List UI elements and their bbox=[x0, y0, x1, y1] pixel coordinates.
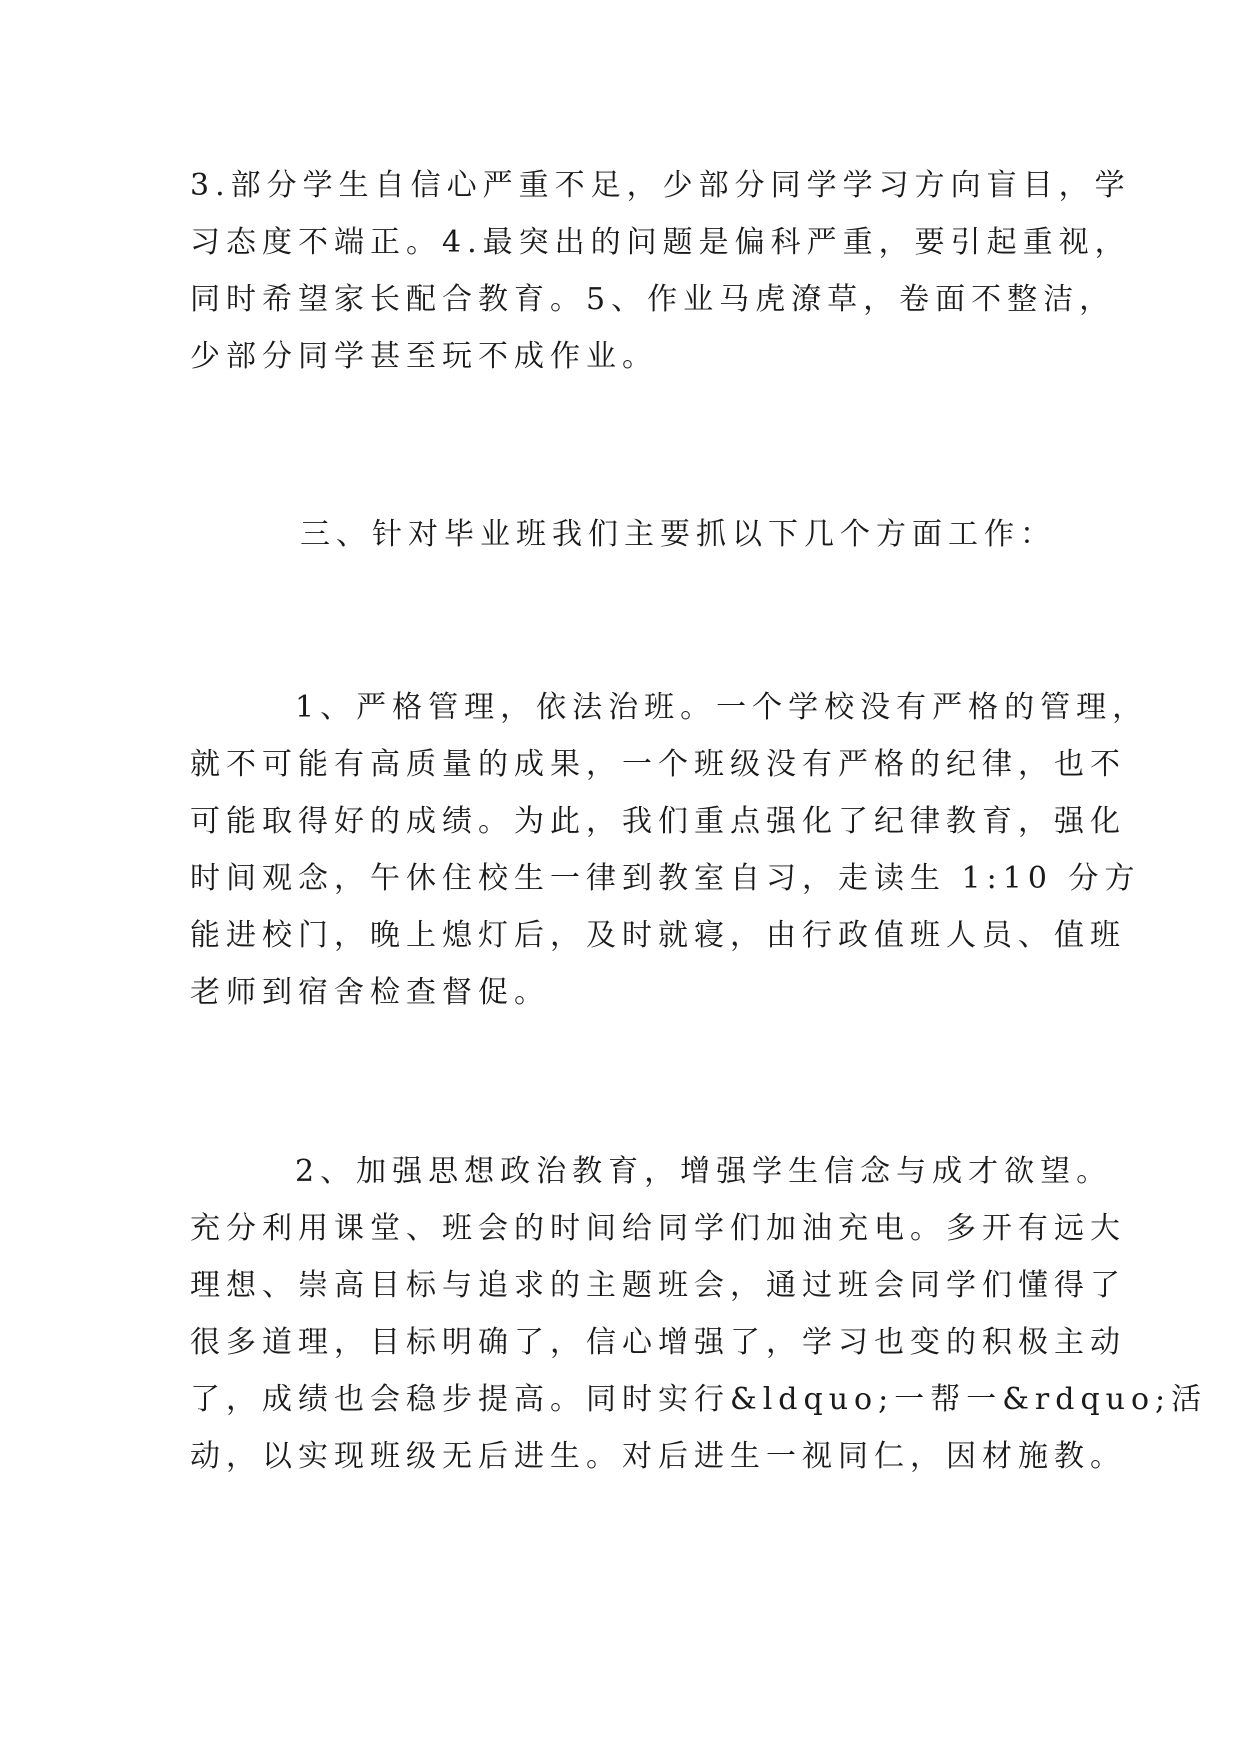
text-line: 能进校门，晚上熄灯后，及时就寝，由行政值班人员、值班 bbox=[190, 918, 1126, 953]
text-line: 1、严格管理，依法治班。一个学校没有严格的管理， bbox=[295, 690, 1149, 725]
text-line: 就不可能有高质量的成果，一个班级没有严格的纪律，也不 bbox=[190, 747, 1126, 782]
text-line: 3.部分学生自信心严重不足，少部分同学学习方向盲目，学 bbox=[190, 168, 1131, 203]
text-line: 少部分同学甚至玩不成作业。 bbox=[190, 339, 658, 374]
text-line: 老师到宿舍检查督促。 bbox=[190, 975, 550, 1010]
text-line: 理想、崇高目标与追求的主题班会，通过班会同学们懂得了 bbox=[190, 1268, 1126, 1303]
text-line: 2、加强思想政治教育，增强学生信念与成才欲望。 bbox=[295, 1154, 1113, 1189]
section-heading: 三、针对毕业班我们主要抓以下几个方面工作： bbox=[300, 517, 1056, 552]
text-line: 可能取得好的成绩。为此，我们重点强化了纪律教育，强化 bbox=[190, 804, 1126, 839]
text-line: 时间观念，午休住校生一律到教室自习，走读生 1:10 分方 bbox=[190, 861, 1141, 896]
text-line: 充分利用课堂、班会的时间给同学们加油充电。多开有远大 bbox=[190, 1211, 1126, 1246]
text-line: 习态度不端正。4.最突出的问题是偏科严重，要引起重视， bbox=[190, 225, 1131, 260]
text-line: 了，成绩也会稳步提高。同时实行&ldquo;一帮一&rdquo;活 bbox=[190, 1382, 1208, 1417]
text-line: 同时希望家长配合教育。5、作业马虎潦草，卷面不整洁， bbox=[190, 282, 1116, 317]
text-line: 动，以实现班级无后进生。对后进生一视同仁，因材施教。 bbox=[190, 1439, 1126, 1474]
text-line: 很多道理，目标明确了，信心增强了，学习也变的积极主动 bbox=[190, 1325, 1126, 1360]
